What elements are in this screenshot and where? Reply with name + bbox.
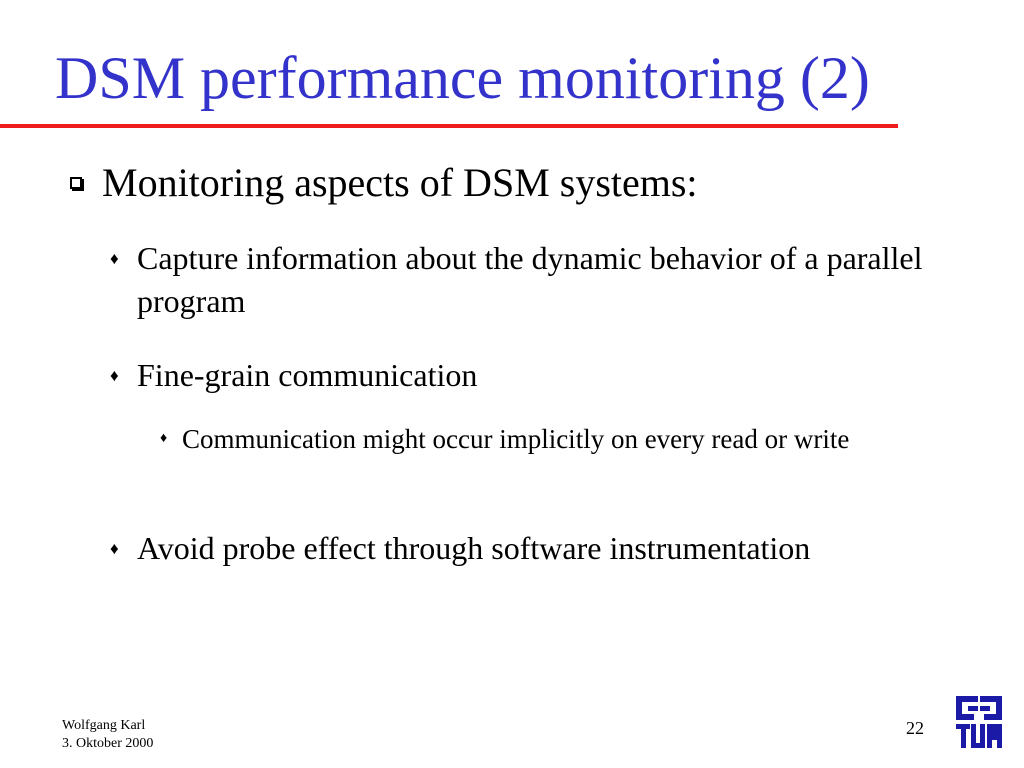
title-divider (0, 124, 898, 128)
diamond-bullet-icon: ♦ (110, 366, 119, 385)
diamond-bullet-icon: ♦ (160, 431, 168, 446)
sub-bullet-item-text: Communication might occur implicitly on every read or write (182, 424, 850, 454)
bullet-heading-text: Monitoring aspects of DSM systems: (102, 160, 698, 205)
bullet-item (110, 237, 1000, 323)
bullet-item (110, 354, 1000, 397)
bullet-item-text: Fine-grain communication (137, 357, 478, 393)
slide-title: DSM performance monitoring (2) (55, 45, 870, 111)
sub-bullet-item (160, 420, 990, 458)
university-logo-icon (954, 694, 1004, 755)
bullet-item (110, 527, 1000, 570)
diamond-bullet-icon: ♦ (110, 539, 119, 558)
diamond-bullet-icon: ♦ (110, 249, 119, 268)
footer-info (62, 717, 153, 753)
page-number: 22 (906, 718, 924, 738)
bullet-item-text: Capture information about the dynamic behavior of a parallel program (137, 240, 923, 319)
bullet-heading (70, 160, 698, 206)
footer-date: 3. Oktober 2000 (62, 736, 154, 751)
bullet-item-text: Avoid probe effect through software instrumentation (137, 530, 811, 566)
footer-author: Wolfgang Karl (62, 718, 146, 733)
square-bullet-icon (70, 177, 82, 189)
